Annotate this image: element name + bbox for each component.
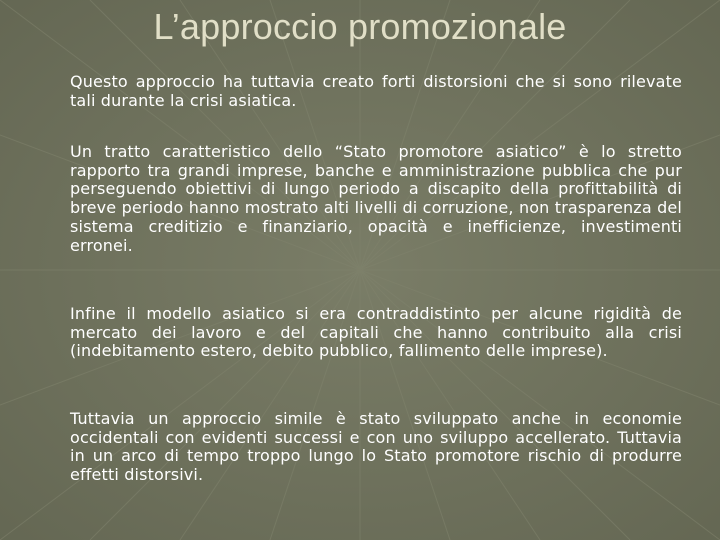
body-paragraph-3: Infine il modello asiatico si era contraddistinto per alcune rigidità de mercato dei lavoro e del capitali che hanno contribuito alla crisi (indebitamento estero, debito pubblico, fallimento delle imprese). [70,304,682,361]
slide-title: L’approccio promozionale [153,6,567,47]
body-paragraph-4: Tuttavia un approccio simile è stato sviluppato anche in economie occidentali con evidenti successi e con uno sviluppo accellerato. Tuttavia in un arco di tempo troppo lungo lo Stato promotore rischio di produrre effetti distorsivi. [70,409,682,485]
body-paragraph-2: Un tratto caratteristico dello “Stato promotore asiatico” è lo stretto rapporto tra grandi imprese, banche e amministrazione pubblica che pur perseguendo obiettivi di lungo periodo a discapito della profittabilità di breve periodo hanno mostrato alti livelli di corruzione, non trasparenza del sistema creditizio e finanziario, opacità e inefficienze, investimenti erronei. [70,142,682,255]
body-paragraph-1: Questo approccio ha tuttavia creato forti distorsioni che si sono rilevate tali durante la crisi asiatica. [70,72,682,110]
